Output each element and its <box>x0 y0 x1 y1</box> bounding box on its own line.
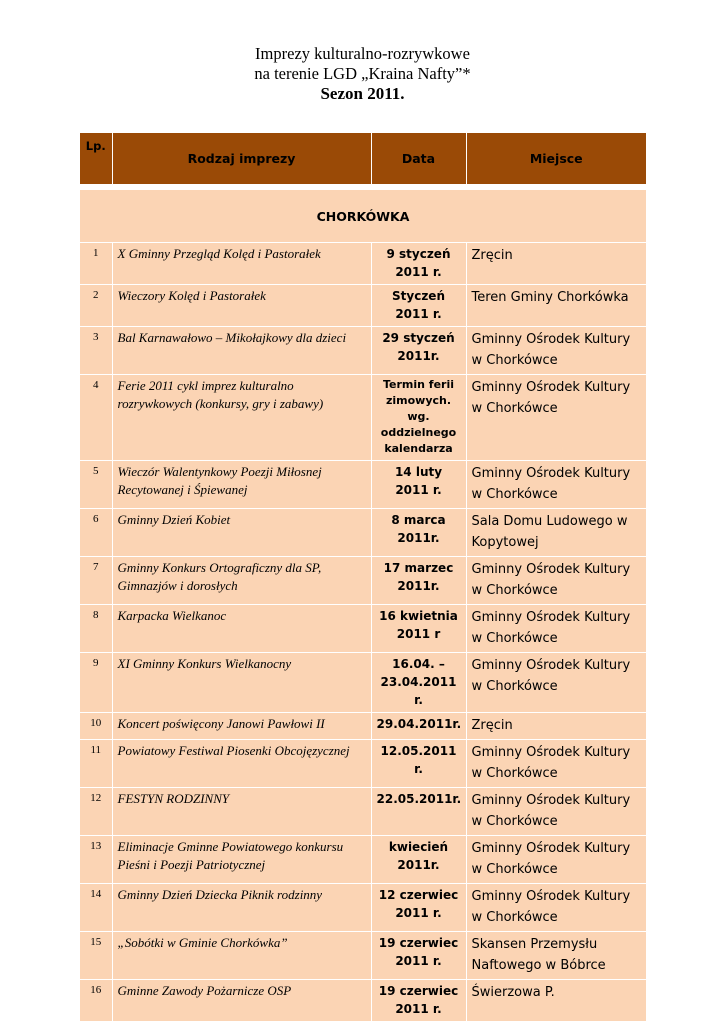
event-date: kwiecień 2011r. <box>371 836 466 884</box>
row-number: 11 <box>80 740 112 788</box>
row-number: 14 <box>80 884 112 932</box>
event-name: Wieczory Kolęd i Pastorałek <box>112 285 371 327</box>
table-row <box>80 653 646 713</box>
event-name: FESTYN RODZINNY <box>112 788 371 836</box>
event-name: X Gminny Przegląd Kolęd i Pastorałek <box>112 243 371 285</box>
event-date: Termin ferii zimowych. wg. oddzielnego kalendarza <box>371 375 466 461</box>
event-date: 12.05.2011 r. <box>371 740 466 788</box>
event-date: 9 styczeń 2011 r. <box>371 243 466 285</box>
event-name: Bal Karnawałowo – Mikołajkowy dla dzieci <box>112 327 371 375</box>
event-place: Gminny Ośrodek Kultury w Chorkówce <box>466 740 646 788</box>
event-date: 16.04. – 23.04.2011 r. <box>371 653 466 713</box>
header-place: Miejsce <box>466 133 646 184</box>
row-number: 8 <box>80 605 112 653</box>
event-place: Sala Domu Ludowego w Kopytowej <box>466 509 646 557</box>
table-row <box>80 713 646 740</box>
title-line-1: Imprezy kulturalno-rozrywkowe <box>255 44 470 63</box>
row-number: 6 <box>80 509 112 557</box>
event-name: Powiatowy Festiwal Piosenki Obcojęzycznej <box>112 740 371 788</box>
header-date: Data <box>371 133 466 184</box>
event-place: Gminny Ośrodek Kultury w Chorkówce <box>466 653 646 713</box>
table-row <box>80 980 646 1022</box>
event-name: Gminny Dzień Dziecka Piknik rodzinny <box>112 884 371 932</box>
event-place: Gminny Ośrodek Kultury w Chorkówce <box>466 557 646 605</box>
row-number: 3 <box>80 327 112 375</box>
row-number: 13 <box>80 836 112 884</box>
event-date: 8 marca 2011r. <box>371 509 466 557</box>
event-name: Koncert poświęcony Janowi Pawłowi II <box>112 713 371 740</box>
event-date: 29.04.2011r. <box>371 713 466 740</box>
event-place: Gminny Ośrodek Kultury w Chorkówce <box>466 788 646 836</box>
table-row <box>80 285 646 327</box>
event-name: XI Gminny Konkurs Wielkanocny <box>112 653 371 713</box>
table-header-row <box>80 133 646 184</box>
section-row <box>80 190 646 243</box>
row-number: 12 <box>80 788 112 836</box>
event-name: Eliminacje Gminne Powiatowego konkursu Pieśni i Poezji Patriotycznej <box>112 836 371 884</box>
event-place: Gminny Ośrodek Kultury w Chorkówce <box>466 375 646 461</box>
event-date: Styczeń 2011 r. <box>371 285 466 327</box>
document-title <box>0 44 725 104</box>
event-name: Gminny Konkurs Ortograficzny dla SP, Gimnazjów i dorosłych <box>112 557 371 605</box>
table-row <box>80 243 646 285</box>
event-date: 22.05.2011r. <box>371 788 466 836</box>
event-name: Karpacka Wielkanoc <box>112 605 371 653</box>
event-date: 16 kwietnia 2011 r <box>371 605 466 653</box>
event-date: 19 czerwiec 2011 r. <box>371 932 466 980</box>
event-place: Gminny Ośrodek Kultury w Chorkówce <box>466 605 646 653</box>
events-table <box>80 133 646 1022</box>
event-date: 29 styczeń 2011r. <box>371 327 466 375</box>
row-number: 5 <box>80 461 112 509</box>
row-number: 2 <box>80 285 112 327</box>
table-row <box>80 836 646 884</box>
event-date: 14 luty 2011 r. <box>371 461 466 509</box>
table-row <box>80 509 646 557</box>
table-row <box>80 327 646 375</box>
title-line-2: na terenie LGD „Kraina Nafty”* <box>254 64 471 83</box>
row-number: 15 <box>80 932 112 980</box>
table-row <box>80 740 646 788</box>
event-name: Gminne Zawody Pożarnicze OSP <box>112 980 371 1022</box>
event-place: Świerzowa P. <box>466 980 646 1022</box>
table-row <box>80 788 646 836</box>
event-place: Gminny Ośrodek Kultury w Chorkówce <box>466 836 646 884</box>
row-number: 7 <box>80 557 112 605</box>
event-name: Gminny Dzień Kobiet <box>112 509 371 557</box>
event-date: 19 czerwiec 2011 r. <box>371 980 466 1022</box>
event-place: Skansen Przemysłu Naftowego w Bóbrce <box>466 932 646 980</box>
table-row <box>80 605 646 653</box>
event-place: Gminny Ośrodek Kultury w Chorkówce <box>466 327 646 375</box>
row-number: 10 <box>80 713 112 740</box>
table-row <box>80 884 646 932</box>
table-row <box>80 461 646 509</box>
event-name: Ferie 2011 cykl imprez kulturalno rozrywkowych (konkursy, gry i zabawy) <box>112 375 371 461</box>
table-row <box>80 557 646 605</box>
table-row <box>80 932 646 980</box>
event-date: 12 czerwiec 2011 r. <box>371 884 466 932</box>
title-line-3: Sezon 2011. <box>320 84 405 103</box>
row-number: 9 <box>80 653 112 713</box>
header-lp: Lp. <box>80 133 112 184</box>
table-row <box>80 375 646 461</box>
event-place: Teren Gminy Chorkówka <box>466 285 646 327</box>
section-title: CHORKÓWKA <box>80 190 646 243</box>
row-number: 16 <box>80 980 112 1022</box>
event-date: 17 marzec 2011r. <box>371 557 466 605</box>
event-name: „Sobótki w Gminie Chorkówka” <box>112 932 371 980</box>
event-place: Gminny Ośrodek Kultury w Chorkówce <box>466 884 646 932</box>
event-name: Wieczór Walentynkowy Poezji Miłosnej Recytowanej i Śpiewanej <box>112 461 371 509</box>
event-place: Zręcin <box>466 243 646 285</box>
header-event-type: Rodzaj imprezy <box>112 133 371 184</box>
event-place: Zręcin <box>466 713 646 740</box>
row-number: 1 <box>80 243 112 285</box>
event-place: Gminny Ośrodek Kultury w Chorkówce <box>466 461 646 509</box>
row-number: 4 <box>80 375 112 461</box>
